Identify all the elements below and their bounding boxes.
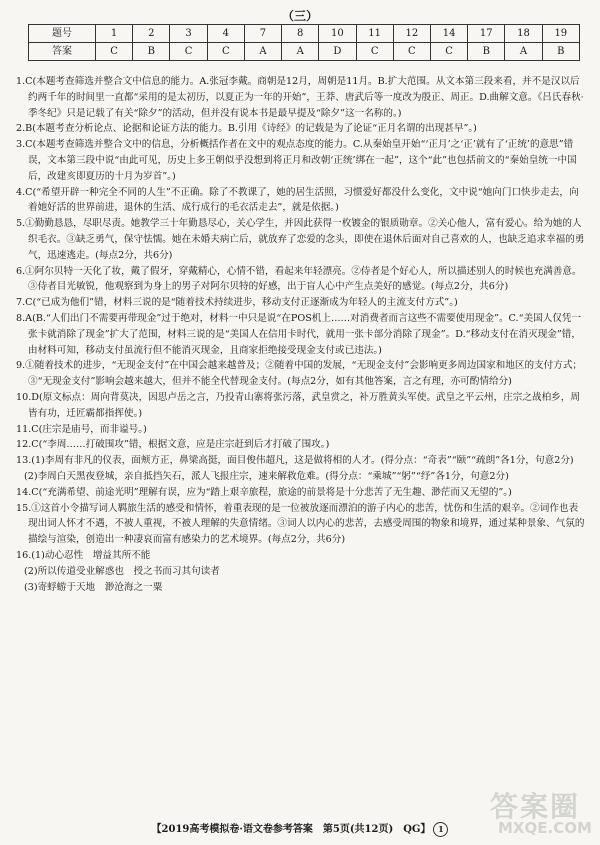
answer-table — [28, 24, 580, 61]
question-number-cell: 1 — [96, 25, 133, 43]
answer-paragraph: 8.A(B.“人们出门不需要再带现金”过于绝对，材料一中只是说“在POS机上……对消费者而言这些不需要使用现金”。C.“美国人仅凭一张卡就消除了现金”扩大了范围，材料三说的是“美国人在信用卡时代，就用一张卡部分消除了现金”。D.“移动支付在消灭现金”错，由材料可知，移动支付虽流行但不能消灭现金，且商家拒绝接受现金支付或已违法。) — [16, 312, 582, 356]
watermark-en: MXQE.COM — [498, 819, 592, 837]
answer-paragraph: 7.C(“已成为他们”错，材料三说的是“随着技术持续进步，移动支付正逐渐成为年轻人的主流支付方式”。) — [16, 297, 458, 309]
question-number-cell: 17 — [468, 25, 505, 43]
watermark-logo — [484, 783, 592, 839]
question-number-cell: 11 — [356, 25, 393, 43]
answer-row — [29, 43, 580, 61]
answer-cell: C — [207, 43, 244, 61]
answer-paragraph: 11.C(庄宗是庙号，而非谥号。) — [16, 423, 147, 435]
answer-cell: C — [170, 43, 207, 61]
answer-paragraph: 9.①随着技术的进步，“无现金支付”在中国会越来越普及；②随着中国的发展，“无现金支付”会影响更多周边国家和地区的支付方式；③“无现金支付”影响会越来越大，但并不能全代替现金支付。(每点2分，如有其他答案，言之有理，亦可酌情给分) — [16, 360, 583, 388]
row-label: 答案 — [29, 43, 96, 61]
answer-cell: D — [319, 43, 356, 61]
page-badge: 1 — [433, 822, 448, 837]
question-number-cell: 2 — [133, 25, 170, 43]
question-number-row — [29, 25, 580, 43]
answer-explanations — [16, 74, 586, 595]
question-number-cell: 14 — [430, 25, 467, 43]
question-number-cell: 3 — [170, 25, 207, 43]
question-number-cell: 19 — [542, 25, 579, 43]
question-number-cell: 10 — [319, 25, 356, 43]
answer-paragraph: (3)寄蜉蝣于天地 渺沧海之一粟 — [24, 581, 163, 593]
answer-paragraph: 15.①这首小令描写词人羁旅生活的感受和情怀，着重表现的是一位被放逐而漂泊的游子内心的悲苦，忧伤和生活的艰辛。②词作也表现出词人怀才不遇，不被人重视，不被人理解的失意情绪。③词人以内心的悲苦，去感受周围的物象和境界，通过某种景象、气氛的描绘与渲染，创造出一种凄哀而富有感染力的艺术境界。(每点2分，共6分) — [16, 502, 585, 546]
question-number-cell: 12 — [393, 25, 430, 43]
answer-cell: B — [468, 43, 505, 61]
answer-paragraph: 16.(1)动心忍性 增益其所不能 — [16, 549, 151, 561]
answer-paragraph: 14.C(“充满希望、前途光明”理解有误，应为“踏上艰辛旅程，旅途的前景将是十分悲苦了无生趣、渺茫而又无望的”。) — [16, 486, 512, 498]
answer-paragraph: 10.D(原文标点：周向背莫决，因思卢岳之言，乃投青山寨将张污落，武皇赏之，补万胜黄头军使。武皇之平云州，庄宗之战柏乡，周皆有功，迁匠霸都指挥使。) — [16, 391, 580, 419]
answer-cell: C — [393, 43, 430, 61]
answer-cell: B — [133, 43, 170, 61]
answer-paragraph: 12.C(“李周……打破围攻”错，根据文意，应是庄宗赶到后才打破了围攻。) — [16, 439, 330, 451]
question-number-cell: 18 — [505, 25, 542, 43]
answer-paragraph: (2)李周白天黑夜登城，亲自抵挡矢石，派人飞报庄宗，速来解救危难。(得分点：“乘城”“躬”“纾”各1分，句意2分) — [24, 470, 509, 482]
answer-paragraph: 13.(1)李周有非凡的仪表，面颊方正，鼻梁高挺，面目俊伟超凡，这是做将相的人才。(得分点：“奇表”“颐”“疏朗”各1分，句意2分) — [16, 455, 574, 467]
question-number-cell: 8 — [282, 25, 319, 43]
answer-cell: A — [282, 43, 319, 61]
answer-paragraph: 3.C(本题考查筛选并整合文中的信息，分析概括作者在文中的观点态度的能力。C.从秦始皇开始“‘正月’之‘正’就有了‘正统’的意思”错误，文本第三段中说“由此可见，历史上多王朝似乎没想到将正月和改朝‘正统’绑在一起”，这个“此”也包括前文的“秦始皇统一中国后，改建亥即夏历的十月为岁首”。) — [16, 139, 577, 182]
answer-paragraph: 6.①阿尔贝特一天化了妆，戴了假牙，穿戴精心，心情不错，看起来年轻漂亮。②侍者是个好心人，所以描述别人的时候也充满善意。③侍者目光敏锐，他观察到为身上的男子对阿尔贝特的好感，出于盲人心中产生点美好的感觉。(每点2分，共6分) — [16, 265, 582, 293]
answer-cell: C — [96, 43, 133, 61]
answer-paragraph: (2)所以传道受业解惑也 授之书而习其句读者 — [24, 565, 220, 577]
footer-text: 【2019高考模拟卷·语文卷参考答案 第5页(共12页) QG】 — [151, 824, 431, 835]
answer-paragraph: 4.C(“希望开辟一种完全不同的人生”不正确。除了不教课了，她的居生活照，习惯爱好都没什么变化，文中说“她向门口快步走去，向着她好活的世界前进，退休的生活、成行成行的毛衣活走去”，就是依据。) — [16, 186, 579, 214]
answer-paragraph: 1.C(本题考查筛选并整合文中信息的能力。A.张冠李戴。商朝是12月，周朝是11月。B.扩大范围。从文本第三段来看，并不是汉以后约两千年的时间里一直都“采用的是太初历，以夏正为一年的开始”，王莽、唐武后等一度改为殷正、周正。D.曲解文意。《吕氏春秋·季冬纪》只是记载了有关“除夕”的活动，但并没有说本书是最早提及“除夕”这一名称的。) — [16, 76, 584, 119]
question-number-cell: 4 — [207, 25, 244, 43]
answer-cell: A — [505, 43, 542, 61]
question-number-cell: 7 — [244, 25, 281, 43]
answer-cell: C — [430, 43, 467, 61]
section-title: （三） — [281, 9, 318, 23]
answer-cell: C — [356, 43, 393, 61]
answer-paragraph: 5.①勤勤恳恳，尽职尽责。她教学三十年勤恳尽心，关心学生，并因此获得一枚镀金的银质勋章。②关心他人，富有爱心。给为她的人织毛衣。③缺乏勇气，保守怯懦。她在未婚夫病亡后，就放弃了恋爱的念头，即使在退休后面对自己喜欢的人，也缺乏追求幸福的勇气，迅速逃走。(每点2分，共6分) — [16, 218, 585, 261]
row-label: 题号 — [29, 25, 96, 43]
answer-cell: B — [542, 43, 579, 61]
watermark-cn: 答案圈 — [490, 790, 581, 823]
answer-cell: A — [244, 43, 281, 61]
answer-paragraph: 2.B(本题考查分析论点、论据和论证方法的能力。B.引用《诗经》的记载是为了论证“正月名谓的出现甚早”。) — [16, 123, 477, 135]
